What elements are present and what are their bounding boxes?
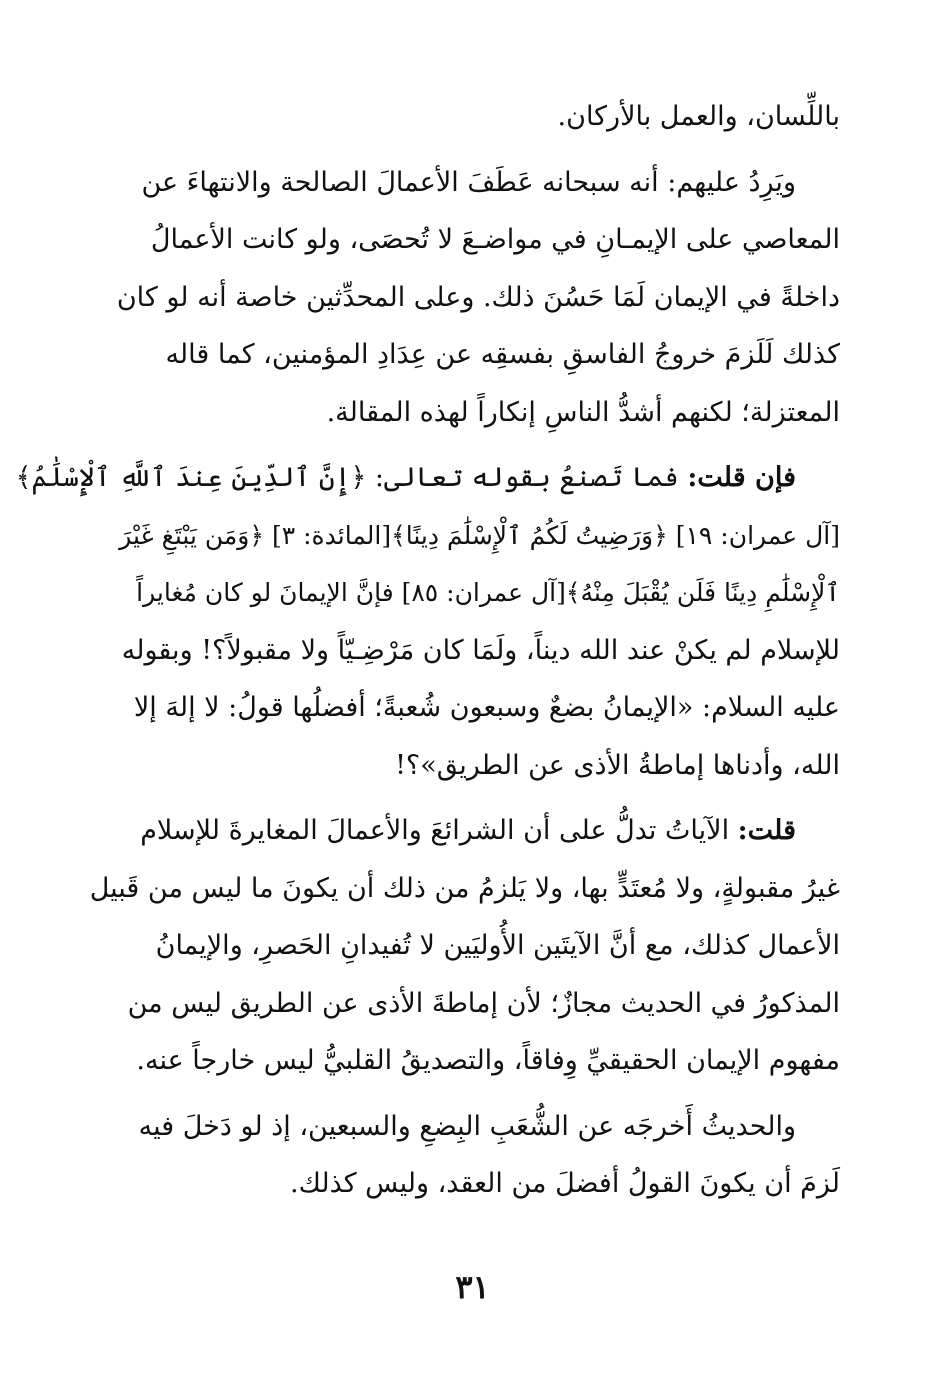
text-line: للإسلام لم يكنْ عند الله ديناً، ولَمَا كان مَرْضِـيّاً ولا مقبولاً؟! وبقوله bbox=[121, 634, 840, 666]
text-line bbox=[128, 802, 840, 860]
text-line bbox=[15, 449, 840, 507]
text-line: غيرُ مقبولةٍ، ولا مُعتَدٍّ بها، ولا يَلزمُ من ذلك أن يكونَ ما ليس من قَبيل bbox=[89, 872, 840, 904]
text-line: عليه السلام: «الإيمانُ بضعٌ وسبعون شُعبةً؛ أفضلُها قولُ: لا إلهَ إلا bbox=[133, 692, 840, 723]
text-line: والحديثُ أَخرجَه عن الشُّعَبِ البِضعِ والسبعين، إذ لو دَخلَ فيه bbox=[138, 1110, 796, 1142]
text-line: المعتزلة؛ لكنهم أشدُّ الناسِ إنكاراً لهذه المقالة. bbox=[326, 396, 840, 428]
text-line: المعاصي على الإيمـانِ في مواضـعَ لا تُحصَى، ولو كانت الأعمالُ bbox=[150, 224, 840, 255]
text-line: المذكورُ في الحديث مجازٌ؛ لأن إماطةَ الأذى عن الطريق ليس من bbox=[127, 987, 840, 1019]
text-line-rest: الآياتُ تدلُّ على أن الشرائعَ والأعمالَ المغايرةَ للإسلام bbox=[140, 815, 738, 846]
paragraph bbox=[128, 1098, 840, 1213]
paragraph bbox=[128, 88, 840, 146]
text-line: الله، وأدناها إماطةُ الأذى عن الطريق»؟! bbox=[395, 749, 840, 781]
text-line: [آل عمران: ١٩] ﴿وَرَضِيتُ لَكُمُ ٱلْإِسْلَٰمَ دِينًا﴾[المائدة: ٣] ﴿وَمَن يَبْتَغِ غَيْرَ bbox=[119, 520, 840, 550]
paragraph-lead: قلت: bbox=[737, 815, 796, 846]
text-line: كذلك لَلَزمَ خروجُ الفاسقِ بفسقِه عن عِدَادِ المؤمنين، كما قاله bbox=[165, 339, 840, 370]
text-line: الأعمال كذلك، مع أنَّ الآيتَين الأُوليَين لا تُفيدانِ الحَصرِ، والإيمانُ bbox=[155, 930, 840, 961]
paragraph bbox=[15, 449, 840, 794]
paragraph bbox=[89, 802, 840, 1090]
paragraph bbox=[116, 154, 840, 442]
text-line: داخلةً في الإيمان لَمَا حَسُنَ ذلك. وعلى المحدِّثين خاصة أنه لو كان bbox=[116, 281, 840, 313]
text-line: لَزمَ أن يكونَ القولُ أفضلَ من العقد، وليس كذلك. bbox=[290, 1168, 840, 1199]
text-line: ويَرِدُ عليهم: أنه سبحانه عَطَفَ الأعمالَ الصالحة والانتهاءَ عن bbox=[141, 166, 796, 198]
text-line-rest: فما تَصنعُ بقوله تعالى: ﴿إِنَّ ٱلدِّينَ عِندَ ٱللَّهِ ٱلْإِسْلَٰمُ﴾ bbox=[15, 462, 688, 493]
text-line: ٱلْإِسْلَٰمِ دِينًا فَلَن يُقْبَلَ مِنْهُ﴾[آل عمران: ٨٥] فإنَّ الإيمانَ لو كان مُغايراً bbox=[136, 578, 840, 607]
page-number: ٣١ bbox=[455, 1268, 490, 1306]
text-line: باللِّسان، والعمل بالأركان. bbox=[557, 101, 840, 132]
page-body bbox=[15, 88, 840, 1213]
paragraph-lead: فإن قلت: bbox=[687, 462, 796, 493]
text-line: مفهوم الإيمان الحقيقيِّ وِفاقاً، والتصديقُ القلبيُّ ليس خارجاً عنه. bbox=[136, 1045, 840, 1076]
